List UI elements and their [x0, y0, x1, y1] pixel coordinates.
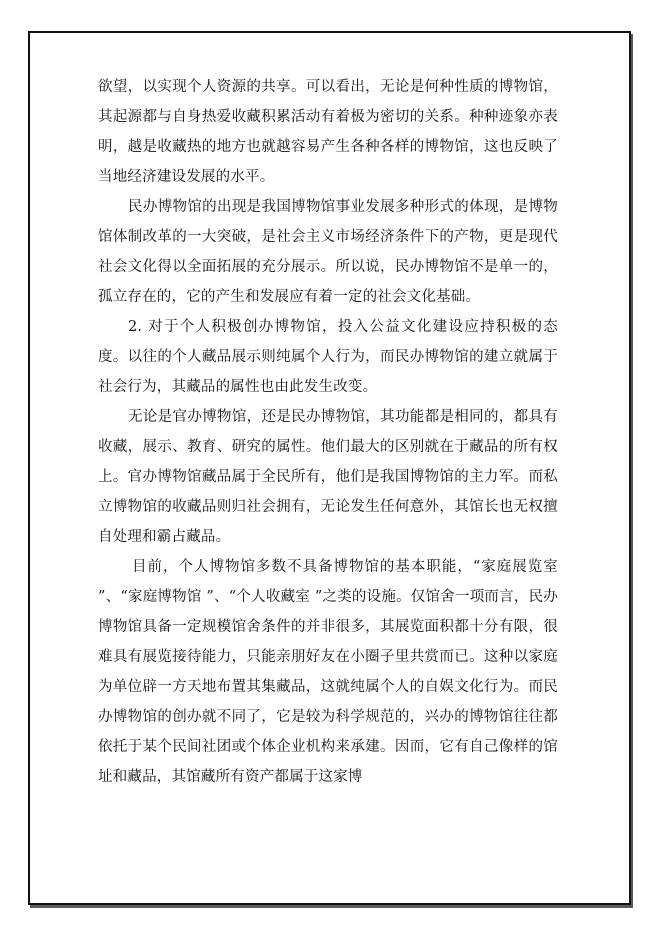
- paragraph-3: 2. 对于个人积极创办博物馆，投入公益文化建设应持积极的态度。以往的个人藏品展示则纯属个人行为，而民办博物馆的建立就属于社会行为，其藏品的属性也由此发生改变。: [98, 319, 558, 395]
- paragraph-2: 民办博物馆的出现是我国博物馆事业发展多种形式的体现，是博物馆体制改革的一大突破，是社会主义市场经济条件下的产物，更是现代社会文化得以全面拓展的充分展示。所以说，民办博物馆不是单一的，孤立存在的，它的产生和发展应有着一定的社会文化基础。: [98, 199, 558, 305]
- paragraph-5: 目前，个人博物馆多数不具备博物馆的基本职能，“家庭展览室 ”、“家庭博物馆 ”、“个人收藏室 ”之类的设施。仅馆舍一项而言，民办博物馆具备一定规模馆舍条件的并非很多，其展览面积都十分有限，很难具有展览接待能力，只能亲朋好友在小圈子里共赏而已。这种以家庭为单位辟一方天地布置其集藏品，这就纯属个人的自娱文化行为。而民办博物馆的创办就不同了，它是较为科学规范的，兴办的博物馆往往都依托于某个民间社团或个体企业机构来承建。因而，它有自己像样的馆址和藏品，其馆藏所有资产都属于这家博: [98, 559, 558, 785]
- paragraph-1: 欲望，以实现个人资源的共享。可以看出，无论是何种性质的博物馆，其起源都与自身热爱收藏积累活动有着极为密切的关系。种种迹象亦表明，越是收藏热的地方也就越容易产生各种各样的博物馆，这也反映了当地经济建设发展的水平。: [98, 79, 558, 185]
- document-body: [98, 72, 558, 792]
- paragraph-4: 无论是官办博物馆，还是民办博物馆，其功能都是相同的，都具有收藏，展示、教育、研究的属性。他们最大的区别就在于藏品的所有权上。官办博物馆藏品属于全民所有，他们是我国博物馆的主力军。而私立博物馆的收藏品则归社会拥有，无论发生任何意外，其馆长也无权擅自处理和霸占藏品。: [98, 409, 558, 545]
